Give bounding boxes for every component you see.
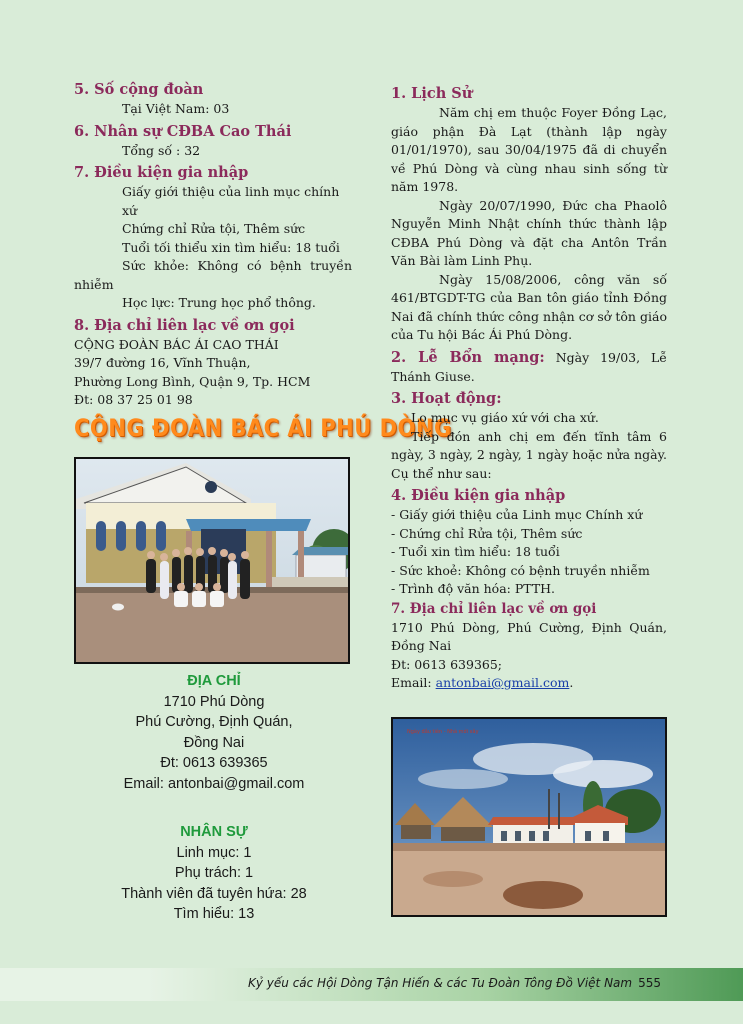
section-8-line-1: CỘNG ĐOÀN BÁC ÁI CAO THÁI <box>74 336 279 352</box>
admission-item-4: - Sức khoẻ: Không có bệnh truyền nhiễm <box>391 562 650 578</box>
history-title: 1. Lịch Sử <box>391 85 473 102</box>
section-7-line-5: Học lực: Trung học phổ thông. <box>122 295 316 310</box>
staff-line-4: Tìm hiểu: 13 <box>173 906 255 922</box>
admission-item-5: - Trình độ văn hóa: PTTH. <box>391 581 556 596</box>
contact-email-link[interactable]: antonbai@gmail.com <box>435 675 570 690</box>
address-line-3: Đồng Nai <box>183 734 245 751</box>
footer-publication: Kỷ yếu các Hội Dòng Tận Hiến & các Tu Đoàn Tông Đồ Việt Nam <box>248 976 633 990</box>
contact-email-suffix: . <box>569 675 574 690</box>
section-8-line-3: Phường Long Bình, Quận 9, Tp. HCM <box>74 373 311 389</box>
feast-title: 2. Lễ Bổn mạng: <box>391 348 545 366</box>
section-7-title: 7. Điều kiện gia nhập <box>74 164 249 181</box>
section-6-line: Tổng số : 32 <box>122 142 201 158</box>
left-column <box>74 80 352 410</box>
staff-title: NHÂN SỰ <box>180 824 248 840</box>
address-title: ĐỊA CHỈ <box>187 673 241 689</box>
address-line-1: 1710 Phú Dòng <box>163 693 265 710</box>
section-5-line: Tại Việt Nam: 03 <box>122 101 230 116</box>
staff-box <box>74 822 354 925</box>
contact-email-line <box>391 674 667 693</box>
admission-item-1: - Giấy giới thiệu của Linh mục Chính xứ <box>391 507 643 522</box>
right-column <box>391 84 667 693</box>
contact-email-prefix: Email: <box>391 675 436 690</box>
address-line-2: Phú Cường, Định Quán, <box>135 714 293 730</box>
section-7-line-2: Chứng chỉ Rửa tội, Thêm sức <box>122 221 306 236</box>
admission-item-3: - Tuổi xin tìm hiểu: 18 tuổi <box>391 544 560 559</box>
activities-line-1: Lo mục vụ giáo xứ với cha xứ. <box>411 410 599 425</box>
footer <box>248 976 661 990</box>
photo-caption: Ngày đầu tiên - Nhà mới xây <box>407 729 479 735</box>
section-6-title: 6. Nhân sự CĐBA Cao Thái <box>74 122 292 140</box>
activities-line-2: Tiếp đón anh chị em đến tĩnh tâm 6 ngày, 3 ngày, 2 ngày, 1 ngày hoặc nửa ngày. Cụ thể như sau: <box>391 428 667 481</box>
feast-line <box>391 348 667 387</box>
staff-line-2: Phụ trách: 1 <box>174 865 254 881</box>
section-8-title: 8. Địa chỉ liên lạc về ơn gọi <box>74 316 295 334</box>
contact-title: 7. Địa chỉ liên lạc về ơn gọi <box>391 600 597 617</box>
section-7-line-1: Giấy giới thiệu của linh mục chính xứ <box>122 184 340 218</box>
admission-title: 4. Điều kiện gia nhập <box>391 487 566 504</box>
feast-text: Ngày 19/03, Lễ Thánh Giuse. <box>391 349 667 384</box>
contact-address: 1710 Phú Dòng, Phú Cường, Định Quán, Đồng Nai <box>391 619 667 653</box>
staff-line-3: Thành viên đã tuyên hứa: 28 <box>121 885 307 902</box>
community-grounds-photo <box>391 717 667 917</box>
page-number: 555 <box>638 976 661 990</box>
grounds-illustration <box>393 719 665 915</box>
community-group-photo <box>74 457 350 664</box>
section-8-line-2: 39/7 đường 16, Vĩnh Thuận, <box>74 355 251 370</box>
address-phone: Đt: 0613 639365 <box>160 755 268 771</box>
history-paragraph-2: Ngày 20/07/1990, Đức cha Phaolô Nguyễn Minh Nhật chính thức thành lập CĐBA Phú Dòng và đặt cha Antôn Trần Văn Bài làm Linh Phụ. <box>391 197 667 268</box>
activities-title: 3. Hoạt động: <box>391 390 502 407</box>
history-paragraph-3: Ngày 15/08/2006, công văn số 461/BTGDT-TG của Ban tôn giáo tỉnh Đồng Nai đã chính thức công nhận cơ sở tôn giáo của Tu hội Bác Ái Phú Dòng. <box>391 271 667 342</box>
contact-phone: Đt: 0613 639365; <box>391 656 503 672</box>
section-7-line-4: Sức khỏe: Không có bệnh truyền nhiễm <box>74 258 352 292</box>
section-5-title: 5. Số cộng đoàn <box>74 81 204 98</box>
section-7-line-3: Tuổi tối thiểu xin tìm hiểu: 18 tuổi <box>122 239 340 255</box>
admission-item-2: - Chứng chỉ Rửa tội, Thêm sức <box>391 525 583 541</box>
church-group-illustration <box>76 459 348 662</box>
address-email: Email: antonbai@gmail.com <box>123 775 305 792</box>
community-banner-title: CỘNG ĐOÀN BÁC ÁI PHÚ DÒNG <box>74 414 452 442</box>
section-8-line-4: Đt: 08 37 25 01 98 <box>74 392 193 407</box>
staff-line-1: Linh mục: 1 <box>176 844 252 861</box>
address-box <box>74 671 354 794</box>
history-paragraph-1: Năm chị em thuộc Foyer Đồng Lạc, giáo phận Đà Lạt (thành lập ngày 01/01/1970), sau 30/04/1975 đã di chuyển về Phú Dòng và cùng nhau sinh sống từ năm 1978. <box>391 105 667 194</box>
